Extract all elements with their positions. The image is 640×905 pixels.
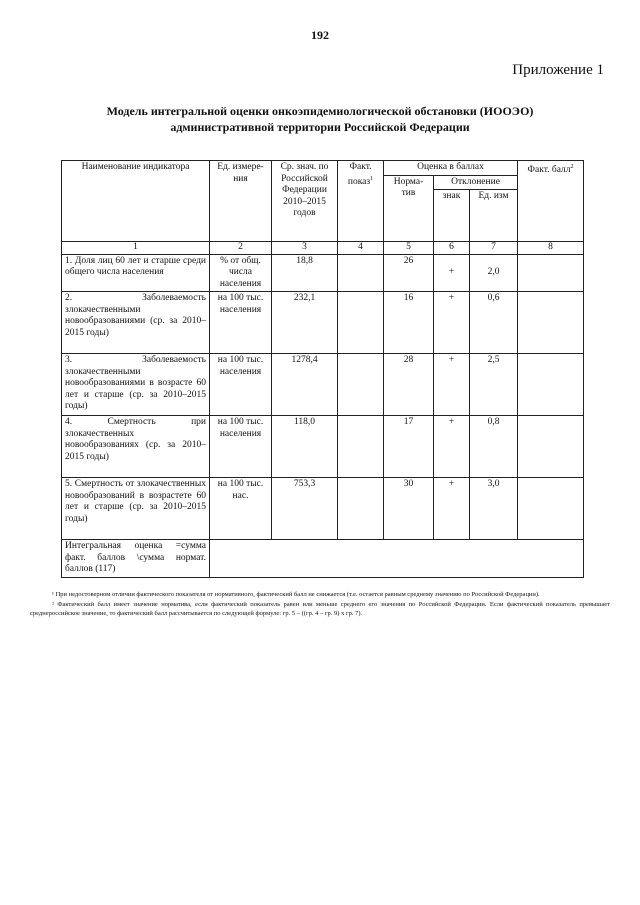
col-number: 2: [210, 242, 272, 255]
indicator-fact: [338, 254, 384, 292]
col-number: 4: [338, 242, 384, 255]
footnote-1: ¹ При недостоверном отличии фактического показателя от нормативного, фактический балл не снижается (т.е. остается равным среднему значению по Российской Федерации).: [52, 591, 540, 598]
indicator-deviation: 2,5: [470, 354, 518, 416]
header-unit-meas: Ед. изм: [470, 190, 518, 242]
indicator-name: 1. Доля лиц 60 лет и старше среди общего числа населения: [62, 254, 210, 292]
indicator-avg: 18,8: [272, 254, 338, 292]
table-row: [62, 416, 584, 478]
header-norm: Норма-тив: [384, 175, 434, 242]
indicator-score: [518, 254, 584, 292]
indicator-unit: % от общ. числа населения: [210, 254, 272, 292]
indicator-norm: 30: [384, 478, 434, 540]
indicator-score: [518, 416, 584, 478]
header-fact-score: [518, 161, 584, 242]
footnotes: [30, 590, 610, 619]
header-fact-text: Факт. показ: [347, 162, 372, 187]
header-fact-sup: 1: [370, 175, 374, 182]
col-number: 5: [384, 242, 434, 255]
footnote-2: ² Фактический балл имеет значение норматива, если фактический показатель равен или меньше среднего его значения по Российской Федерации. Если фактический показатель превышает среднероссийское значение, то фактический балл рассчитывается по следующей формуле: гр. 5 – ((гр. 4 – гр. 9) x гр. 7).: [30, 601, 610, 617]
indicator-name: 4. Смертность при злокачественных новообразованиях (ср. за 2010–2015 годы): [62, 416, 210, 478]
indicator-name: 5. Смертность от злокачественных новообразований в возрастете 60 лет и старше (ср. за 2010–2015 годы): [62, 478, 210, 540]
header-name: Наименование индикатора: [62, 161, 210, 242]
header-score: Оценка в баллах: [384, 161, 518, 176]
table-row: [62, 292, 584, 354]
indicator-sign: +: [434, 354, 470, 416]
header-row-1: [62, 161, 584, 176]
integral-assessment-value: [210, 540, 584, 578]
indicator-unit: на 100 тыс. населения: [210, 354, 272, 416]
table-row: [62, 254, 584, 292]
table-row: [62, 478, 584, 540]
page-number: 192: [311, 28, 329, 42]
indicator-deviation: 0,6: [470, 292, 518, 354]
indicator-unit: на 100 тыс. населения: [210, 292, 272, 354]
header-sign: знак: [434, 190, 470, 242]
col-number: 7: [470, 242, 518, 255]
col-number: 3: [272, 242, 338, 255]
indicator-sign: +: [434, 292, 470, 354]
header-deviation: Отклонение: [434, 175, 518, 190]
header-fact-score-text: Факт. балл: [527, 165, 571, 176]
indicator-norm: 17: [384, 416, 434, 478]
indicator-deviation: 3,0: [470, 478, 518, 540]
indicator-deviation: 0,8: [470, 416, 518, 478]
indicator-fact: [338, 292, 384, 354]
header-avg: Ср. знач. по Российской Федерации 2010–2015 годов: [272, 161, 338, 242]
title-line-2: административной территории Российской Федерации: [170, 120, 470, 134]
indicator-fact: [338, 354, 384, 416]
indicator-score: [518, 478, 584, 540]
indicator-norm: 16: [384, 292, 434, 354]
header-fact: [338, 161, 384, 242]
title-line-1: Модель интегральной оценки онкоэпидемиологической обстановки (ИООЭО): [106, 104, 534, 118]
indicator-sign: +: [434, 416, 470, 478]
integral-assessment-label: Интегральная оценка =сумма факт. баллов \сумма нормат. баллов (117): [62, 540, 210, 578]
indicator-sign: +: [434, 254, 470, 292]
indicator-deviation: 2,0: [470, 254, 518, 292]
appendix-label: Приложение 1: [512, 62, 604, 78]
document-title: [60, 103, 580, 135]
header-unit: Ед. измере-ния: [210, 161, 272, 242]
indicator-sign: +: [434, 478, 470, 540]
indicator-fact: [338, 416, 384, 478]
indicator-name: 2. Заболеваемость злокачественными новообразованиями (ср. за 2010–2015 годы): [62, 292, 210, 354]
indicator-score: [518, 354, 584, 416]
assessment-table: [61, 160, 584, 578]
col-number: 6: [434, 242, 470, 255]
indicator-norm: 28: [384, 354, 434, 416]
column-numbers-row: [62, 242, 584, 255]
col-number: 1: [62, 242, 210, 255]
indicator-avg: 118,0: [272, 416, 338, 478]
indicator-unit: на 100 тыс. населения: [210, 416, 272, 478]
indicator-fact: [338, 478, 384, 540]
indicator-avg: 1278,4: [272, 354, 338, 416]
indicator-avg: 753,3: [272, 478, 338, 540]
indicator-avg: 232,1: [272, 292, 338, 354]
integral-row: [62, 540, 584, 578]
table-row: [62, 354, 584, 416]
indicator-name: 3. Заболеваемость злокачественными новообразованиями в возрасте 60 лет и старше (ср. за 2010–2015 годы): [62, 354, 210, 416]
header-fact-score-sup: 2: [570, 164, 574, 170]
indicator-norm: 26: [384, 254, 434, 292]
indicator-score: [518, 292, 584, 354]
col-number: 8: [518, 242, 584, 255]
indicator-unit: на 100 тыс. нас.: [210, 478, 272, 540]
